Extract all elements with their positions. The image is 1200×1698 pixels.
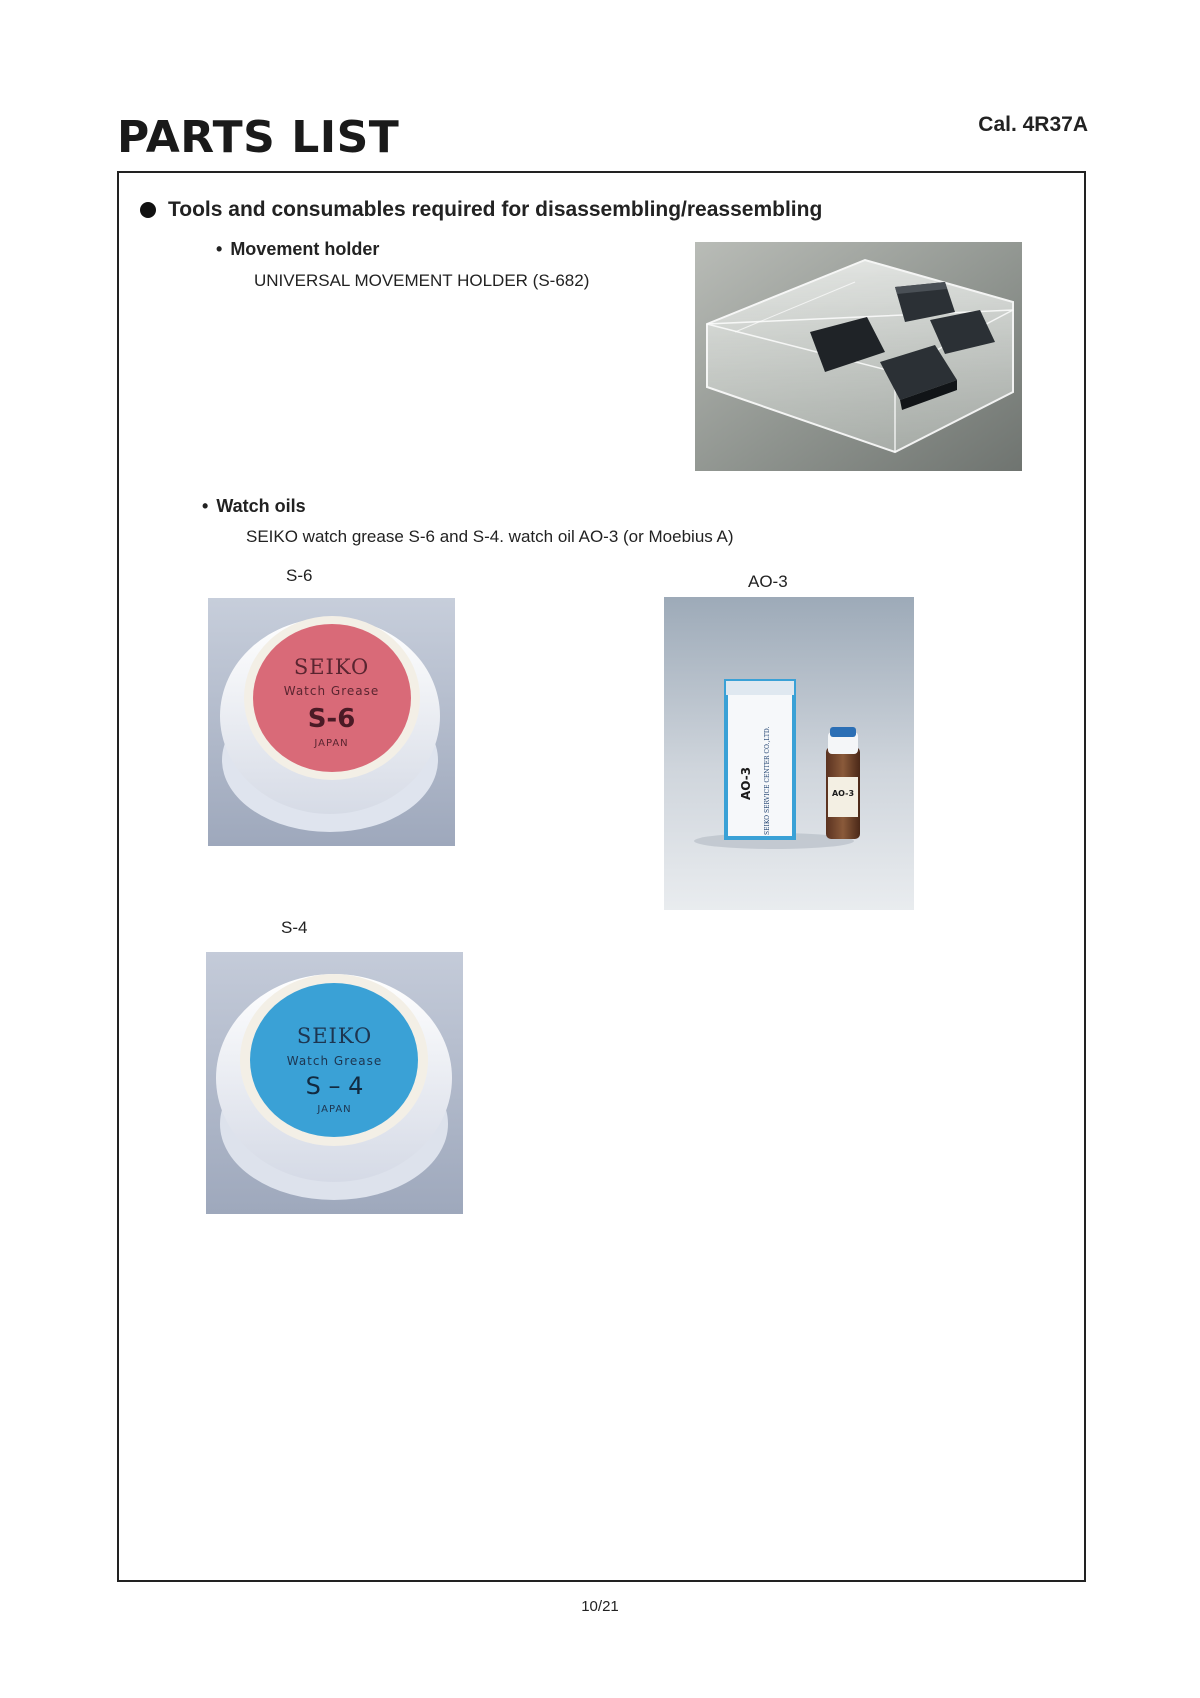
- ao3-bottle-code: AO-3: [831, 789, 855, 798]
- s4-label-code: S – 4: [305, 1072, 364, 1100]
- ao3-caption: AO-3: [748, 572, 788, 591]
- s6-caption: S-6: [286, 566, 313, 585]
- caliber-label: Cal. 4R37A: [978, 113, 1088, 136]
- s6-label-product: Watch Grease: [283, 684, 380, 698]
- page-title: PARTS LIST: [117, 112, 400, 163]
- s6-label-icon: [253, 624, 411, 772]
- watch-oils-description: SEIKO watch grease S-6 and S-4. watch oil AO-3 (or Moebius A): [246, 527, 734, 546]
- section-bullet-icon: [140, 202, 156, 218]
- s6-label-code: S-6: [307, 704, 356, 734]
- s4-grease-photo: [206, 952, 463, 1214]
- watch-oils-bullet: •: [202, 496, 209, 516]
- movement-holder-photo: [695, 242, 1022, 471]
- movement-holder-heading: [216, 239, 379, 260]
- ao3-box-code: AO-3: [739, 766, 753, 800]
- movement-holder-bullet: •: [216, 239, 223, 259]
- s6-label-origin: JAPAN: [314, 738, 349, 749]
- watch-oils-heading: [202, 496, 306, 517]
- s4-label-brand: SEIKO: [296, 1024, 373, 1048]
- section-heading-text: Tools and consumables required for disassembling/reassembling: [168, 198, 823, 221]
- s4-caption: S-4: [281, 918, 308, 937]
- watch-oils-heading-text: Watch oils: [216, 496, 306, 516]
- ao3-box-brand: SEIKO SERVICE CENTER CO.,LTD.: [764, 726, 771, 835]
- movement-holder-description: UNIVERSAL MOVEMENT HOLDER (S-682): [254, 271, 590, 290]
- s4-label-product: Watch Grease: [286, 1054, 383, 1068]
- s4-label-origin: JAPAN: [317, 1104, 352, 1115]
- movement-holder-heading-text: Movement holder: [230, 239, 380, 259]
- page-number: 10/21: [581, 1598, 619, 1615]
- section-heading: [140, 198, 822, 222]
- ao3-oil-photo: [664, 597, 914, 910]
- s6-label-brand: SEIKO: [293, 655, 370, 679]
- s6-grease-photo: [208, 598, 455, 846]
